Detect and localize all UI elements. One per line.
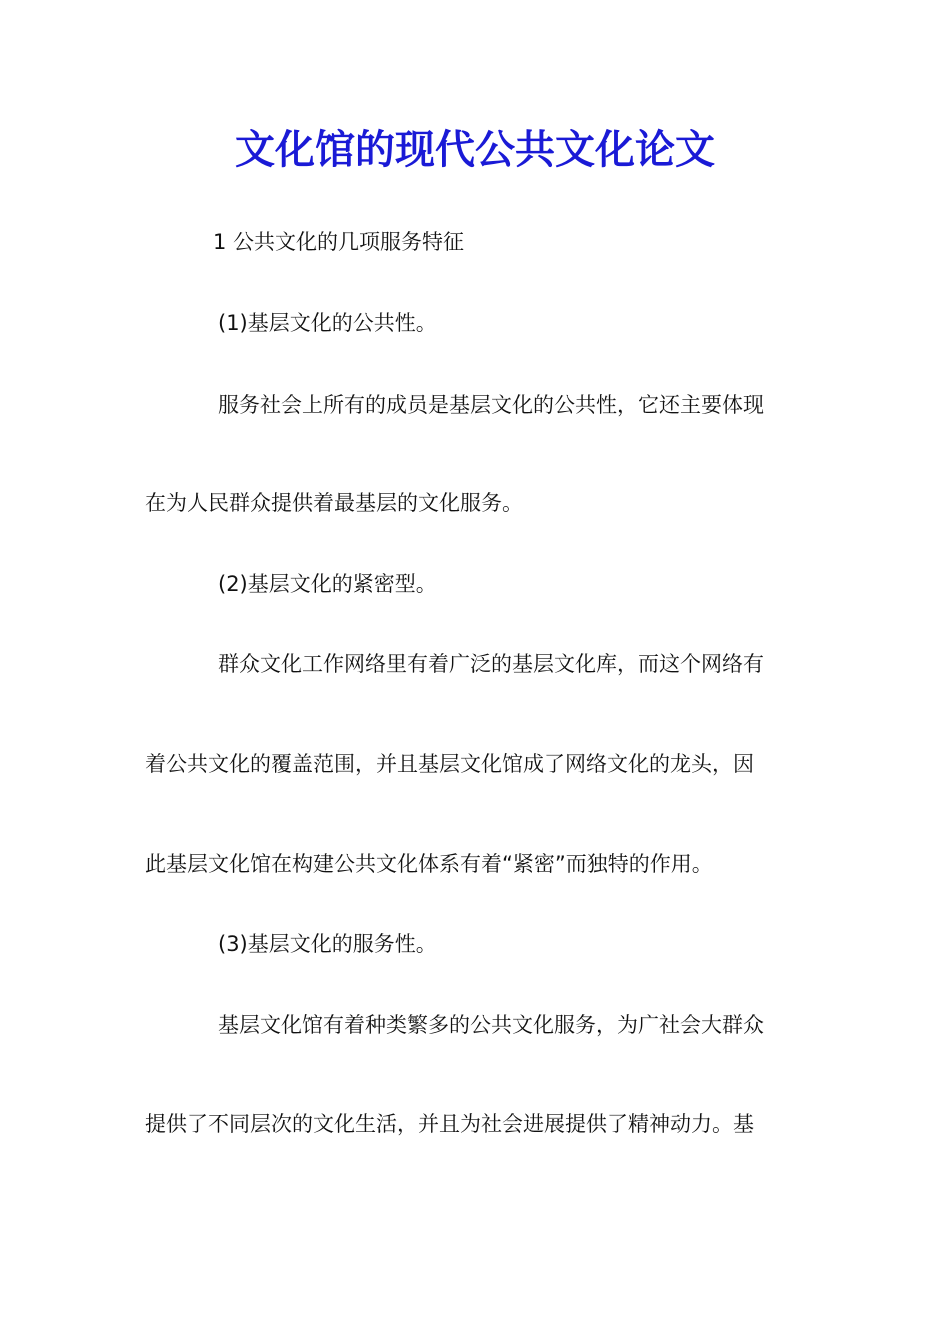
subsection-heading: (2)基层文化的紧密型。 <box>218 572 437 596</box>
paragraph-line: 提供了不同层次的文化生活，并且为社会进展提供了精神动力。基 <box>145 1112 754 1136</box>
paragraph-line: 服务社会上所有的成员是基层文化的公共性，它还主要体现 <box>218 393 764 417</box>
document-title: 文化馆的现代公共文化论文 <box>235 126 715 173</box>
subsection-heading: (3)基层文化的服务性。 <box>218 932 437 956</box>
paragraph-line: 在为人民群众提供着最基层的文化服务。 <box>145 491 523 515</box>
subsection-heading: (1)基层文化的公共性。 <box>218 311 437 335</box>
paragraph-line: 此基层文化馆在构建公共文化体系有着“紧密”而独特的作用。 <box>145 852 713 876</box>
section-heading: 1 公共文化的几项服务特征 <box>213 230 465 254</box>
paragraph-line: 群众文化工作网络里有着广泛的基层文化库，而这个网络有 <box>218 652 764 676</box>
paragraph-line: 基层文化馆有着种类繁多的公共文化服务，为广社会大群众 <box>218 1013 764 1037</box>
paragraph-line: 着公共文化的覆盖范围，并且基层文化馆成了网络文化的龙头，因 <box>145 752 754 776</box>
